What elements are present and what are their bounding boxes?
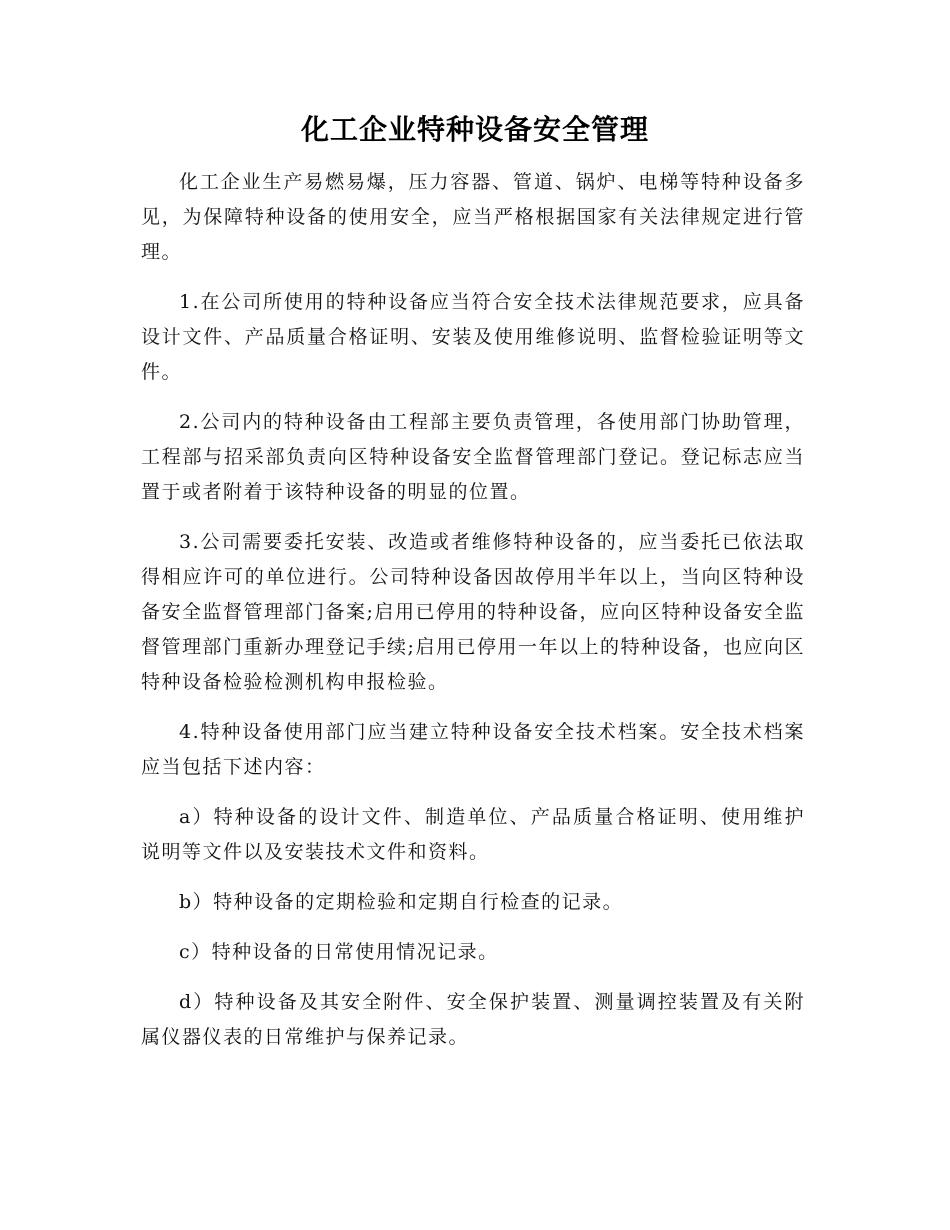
item-d-paragraph: d）特种设备及其安全附件、安全保护装置、测量调控装置及有关附属仪器仪表的日常维护与保养记录。: [141, 991, 805, 1048]
item-a-paragraph: a）特种设备的设计文件、制造单位、产品质量合格证明、使用维护说明等文件以及安装技术文件和资料。: [141, 806, 805, 863]
item-b-paragraph: b）特种设备的定期检验和定期自行检查的记录。: [179, 891, 624, 913]
clause-1-paragraph: 1.在公司所使用的特种设备应当符合安全技术法律规范要求，应具备设计文件、产品质量合格证明、安装及使用维修说明、监督检验证明等文件。: [141, 291, 805, 383]
clause-3-paragraph: 3.公司需要委托安装、改造或者维修特种设备的，应当委托已依法取得相应许可的单位进行。公司特种设备因故停用半年以上，当向区特种设备安全监督管理部门备案;启用已停用的特种设备，应向区特种设备安全监督管理部门重新办理登记手续;启用已停用一年以上的特种设备，也应向区特种设备检验检测机构申报检验。: [141, 531, 805, 693]
clause-4-paragraph: 4.特种设备使用部门应当建立特种设备安全技术档案。安全技术档案应当包括下述内容：: [141, 721, 805, 778]
intro-paragraph: 化工企业生产易燃易爆，压力容器、管道、锅炉、电梯等特种设备多见，为保障特种设备的使用安全，应当严格根据国家有关法律规定进行管理。: [141, 171, 805, 263]
document-body: [141, 165, 805, 1070]
clause-2-paragraph: 2.公司内的特种设备由工程部主要负责管理，各使用部门协助管理，工程部与招采部负责向区特种设备安全监督管理部门登记。登记标志应当置于或者附着于该特种设备的明显的位置。: [141, 411, 805, 503]
document-title: 化工企业特种设备安全管理: [300, 113, 649, 146]
item-c-paragraph: c）特种设备的日常使用情况记录。: [179, 941, 499, 963]
